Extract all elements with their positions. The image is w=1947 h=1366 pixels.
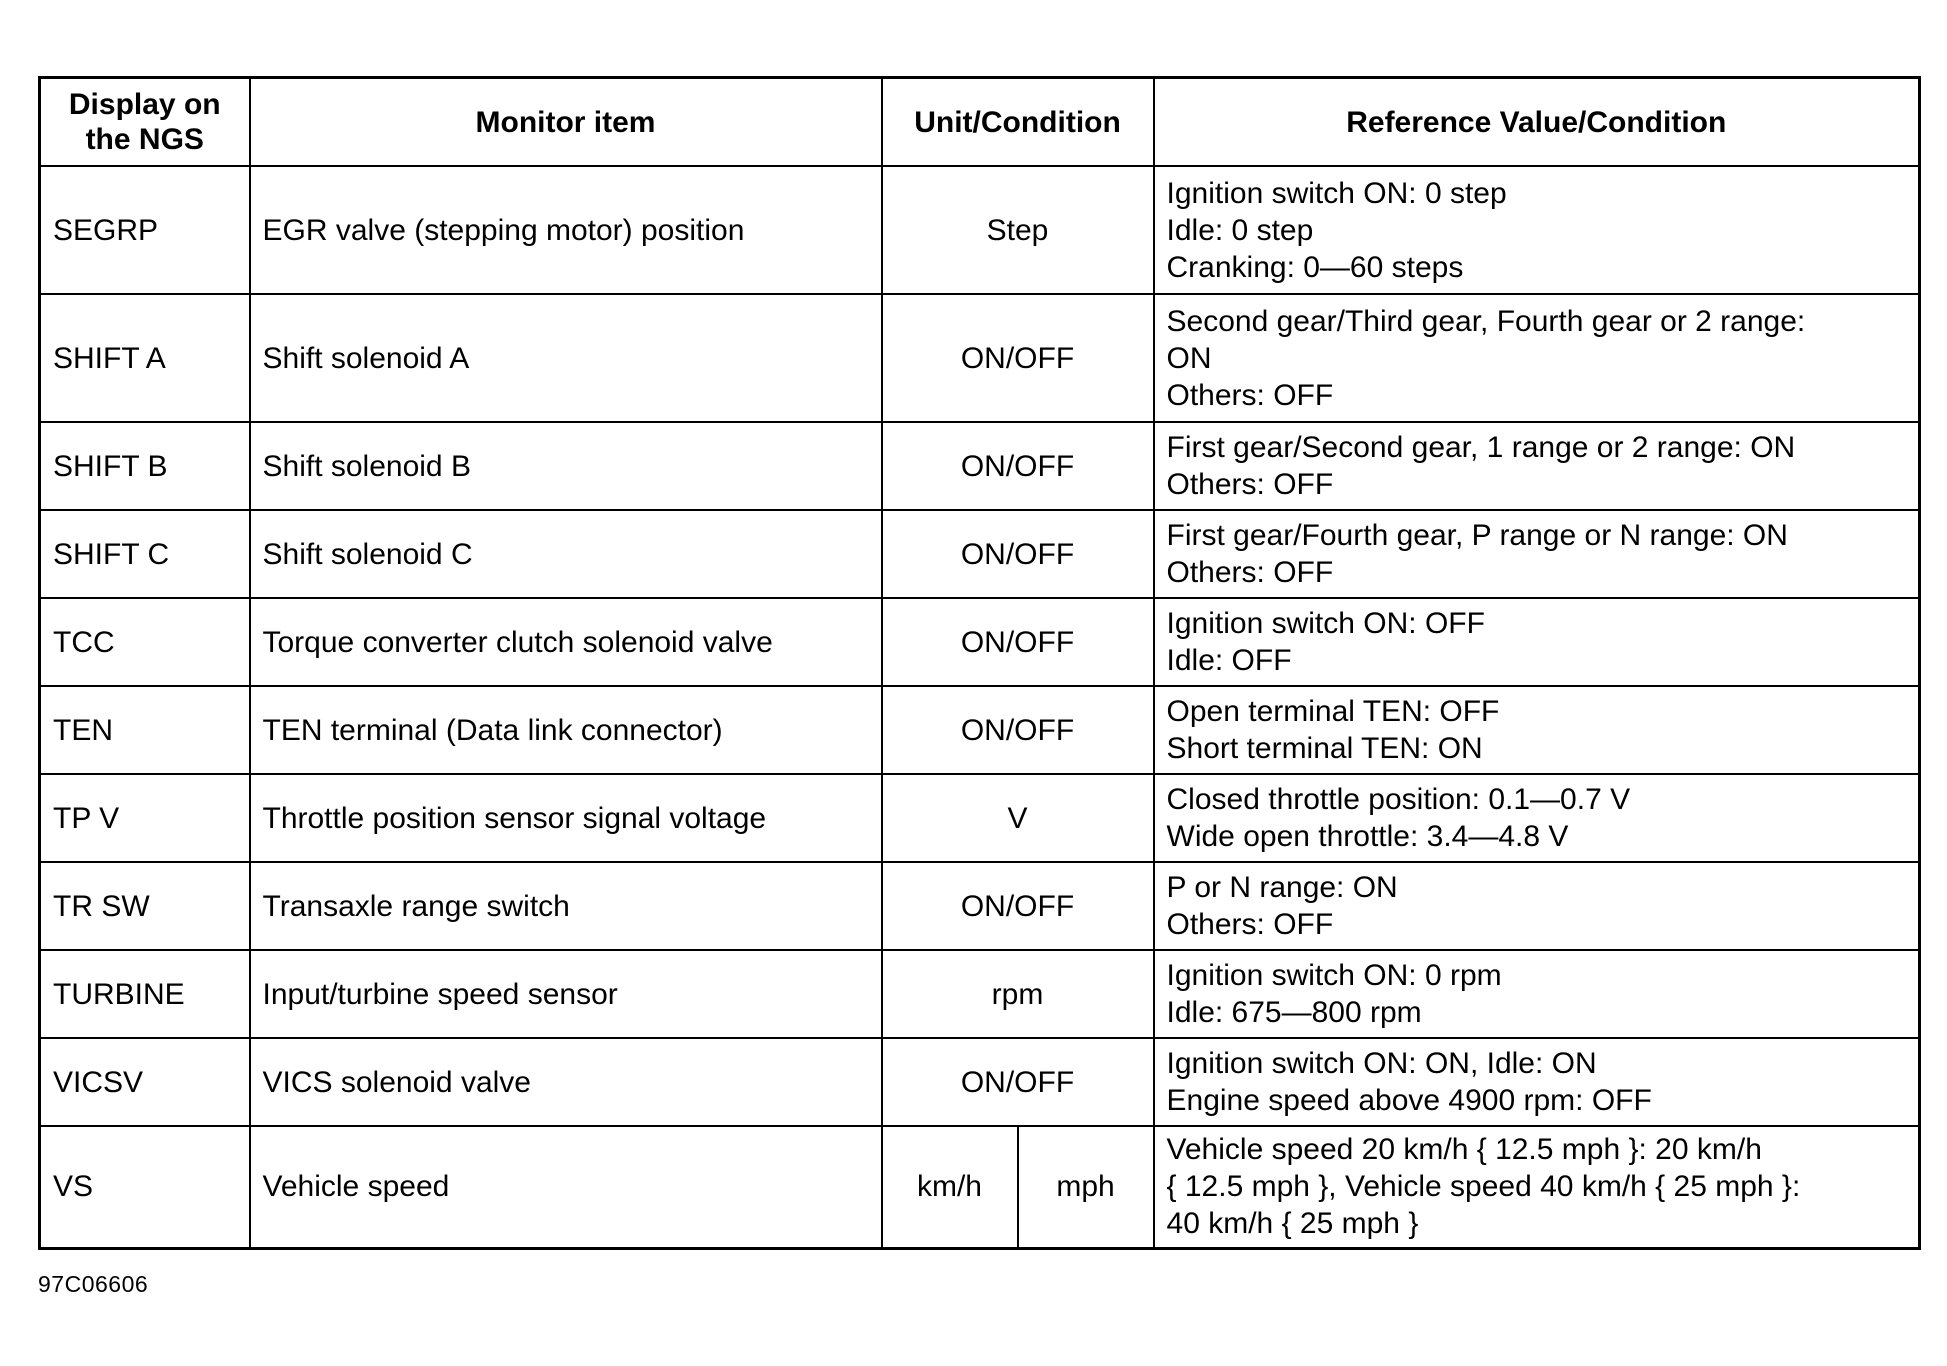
reference-value-line: Idle: 0 step	[1166, 213, 1314, 247]
reference-value-line: P or N range: ON	[1166, 871, 1398, 904]
display-code-cell: SHIFT C	[40, 510, 250, 598]
monitor-item-cell: Shift solenoid A	[250, 294, 882, 422]
display-code-cell: SEGRP	[40, 166, 250, 294]
table-row-vehicle-speed	[40, 1126, 1920, 1248]
reference-value-line: Wide open throttle: 3.4—4.8 V	[1166, 820, 1569, 853]
reference-value-line: Others: OFF	[1166, 908, 1334, 941]
reference-value-line: Closed throttle position: 0.1—0.7 V	[1166, 783, 1631, 816]
unit-condition-cell: ON/OFF	[882, 1038, 1154, 1126]
reference-value-line: First gear/Fourth gear, P range or N range: ON	[1166, 519, 1788, 552]
reference-value-cell	[1154, 294, 1920, 422]
table-row	[40, 510, 1920, 598]
unit-condition-cell: ON/OFF	[882, 422, 1154, 510]
reference-value-cell	[1154, 510, 1920, 598]
display-code-cell: TP V	[40, 774, 250, 862]
unit-condition-cell: ON/OFF	[882, 510, 1154, 598]
table-row	[40, 686, 1920, 774]
unit-condition-cell: rpm	[882, 950, 1154, 1038]
table-row	[40, 774, 1920, 862]
reference-value-cell	[1154, 166, 1920, 294]
unit-condition-cell: Step	[882, 166, 1154, 294]
reference-value-line: First gear/Second gear, 1 range or 2 range: ON	[1166, 431, 1796, 464]
header-unit-condition: Unit/Condition	[882, 78, 1154, 167]
table-row	[40, 1038, 1920, 1126]
monitor-item-cell: VICS solenoid valve	[250, 1038, 882, 1126]
display-code-cell: VS	[40, 1126, 250, 1248]
monitor-item-cell: Transaxle range switch	[250, 862, 882, 950]
table-row	[40, 950, 1920, 1038]
reference-value-line: Engine speed above 4900 rpm: OFF	[1166, 1084, 1652, 1117]
display-code-cell: TCC	[40, 598, 250, 686]
monitor-item-cell: Vehicle speed	[250, 1126, 882, 1248]
reference-value-cell	[1154, 598, 1920, 686]
reference-value-cell	[1154, 774, 1920, 862]
reference-value-line: Short terminal TEN: ON	[1166, 732, 1483, 765]
monitor-item-cell: Input/turbine speed sensor	[250, 950, 882, 1038]
header-monitor-item: Monitor item	[250, 78, 882, 167]
reference-value-line: Vehicle speed 20 km/h { 12.5 mph }: 20 km/h	[1166, 1133, 1762, 1167]
reference-value-line: { 12.5 mph }, Vehicle speed 40 km/h { 25 mph }:	[1166, 1170, 1801, 1204]
table-row	[40, 294, 1920, 422]
unit-km-h-cell: km/h	[882, 1126, 1018, 1248]
reference-value-line: Ignition switch ON: OFF	[1166, 607, 1485, 640]
reference-value-cell	[1154, 862, 1920, 950]
display-code-cell: TR SW	[40, 862, 250, 950]
reference-value-line: Ignition switch ON: 0 rpm	[1166, 959, 1502, 992]
reference-value-cell	[1154, 950, 1920, 1038]
reference-value-line: 40 km/h { 25 mph }	[1166, 1207, 1419, 1241]
reference-value-line: Others: OFF	[1166, 378, 1334, 412]
ngs-monitor-table	[38, 76, 1921, 1250]
table-row	[40, 422, 1920, 510]
unit-condition-cell: ON/OFF	[882, 686, 1154, 774]
header-display-on-ngs	[40, 78, 250, 167]
reference-value-line: Others: OFF	[1166, 468, 1334, 501]
figure-id: 97C06606	[38, 1271, 149, 1297]
table-header-row	[40, 78, 1920, 167]
reference-value-line: Open terminal TEN: OFF	[1166, 695, 1500, 728]
reference-value-cell	[1154, 1126, 1920, 1248]
table-row	[40, 862, 1920, 950]
display-code-cell: TEN	[40, 686, 250, 774]
reference-value-cell	[1154, 422, 1920, 510]
reference-value-line: Second gear/Third gear, Fourth gear or 2 range:	[1166, 304, 1806, 338]
monitor-item-cell: Shift solenoid B	[250, 422, 882, 510]
unit-condition-cell: ON/OFF	[882, 598, 1154, 686]
table-body	[40, 166, 1920, 1248]
display-code-cell: SHIFT B	[40, 422, 250, 510]
reference-value-cell	[1154, 1038, 1920, 1126]
table-row	[40, 166, 1920, 294]
reference-value-line: Idle: OFF	[1166, 644, 1292, 677]
monitor-item-cell: EGR valve (stepping motor) position	[250, 166, 882, 294]
reference-value-cell	[1154, 686, 1920, 774]
monitor-item-cell: TEN terminal (Data link connector)	[250, 686, 882, 774]
display-code-cell: VICSV	[40, 1038, 250, 1126]
reference-value-line: Cranking: 0—60 steps	[1166, 250, 1464, 284]
table-row	[40, 598, 1920, 686]
reference-value-line: Ignition switch ON: 0 step	[1166, 176, 1507, 210]
monitor-item-cell: Shift solenoid C	[250, 510, 882, 598]
unit-condition-cell: ON/OFF	[882, 294, 1154, 422]
header-reference-value: Reference Value/Condition	[1154, 78, 1920, 167]
monitor-item-cell: Torque converter clutch solenoid valve	[250, 598, 882, 686]
reference-value-line: Idle: 675—800 rpm	[1166, 996, 1422, 1029]
monitor-item-cell: Throttle position sensor signal voltage	[250, 774, 882, 862]
reference-value-line: ON	[1166, 341, 1212, 375]
display-code-cell: TURBINE	[40, 950, 250, 1038]
unit-condition-cell: V	[882, 774, 1154, 862]
header-display-line-2: the NGS	[85, 123, 204, 156]
reference-value-line: Ignition switch ON: ON, Idle: ON	[1166, 1047, 1597, 1080]
reference-value-line: Others: OFF	[1166, 556, 1334, 589]
display-code-cell: SHIFT A	[40, 294, 250, 422]
unit-condition-cell: ON/OFF	[882, 862, 1154, 950]
header-display-line-1: Display on	[68, 88, 221, 121]
unit-mph-cell: mph	[1018, 1126, 1154, 1248]
